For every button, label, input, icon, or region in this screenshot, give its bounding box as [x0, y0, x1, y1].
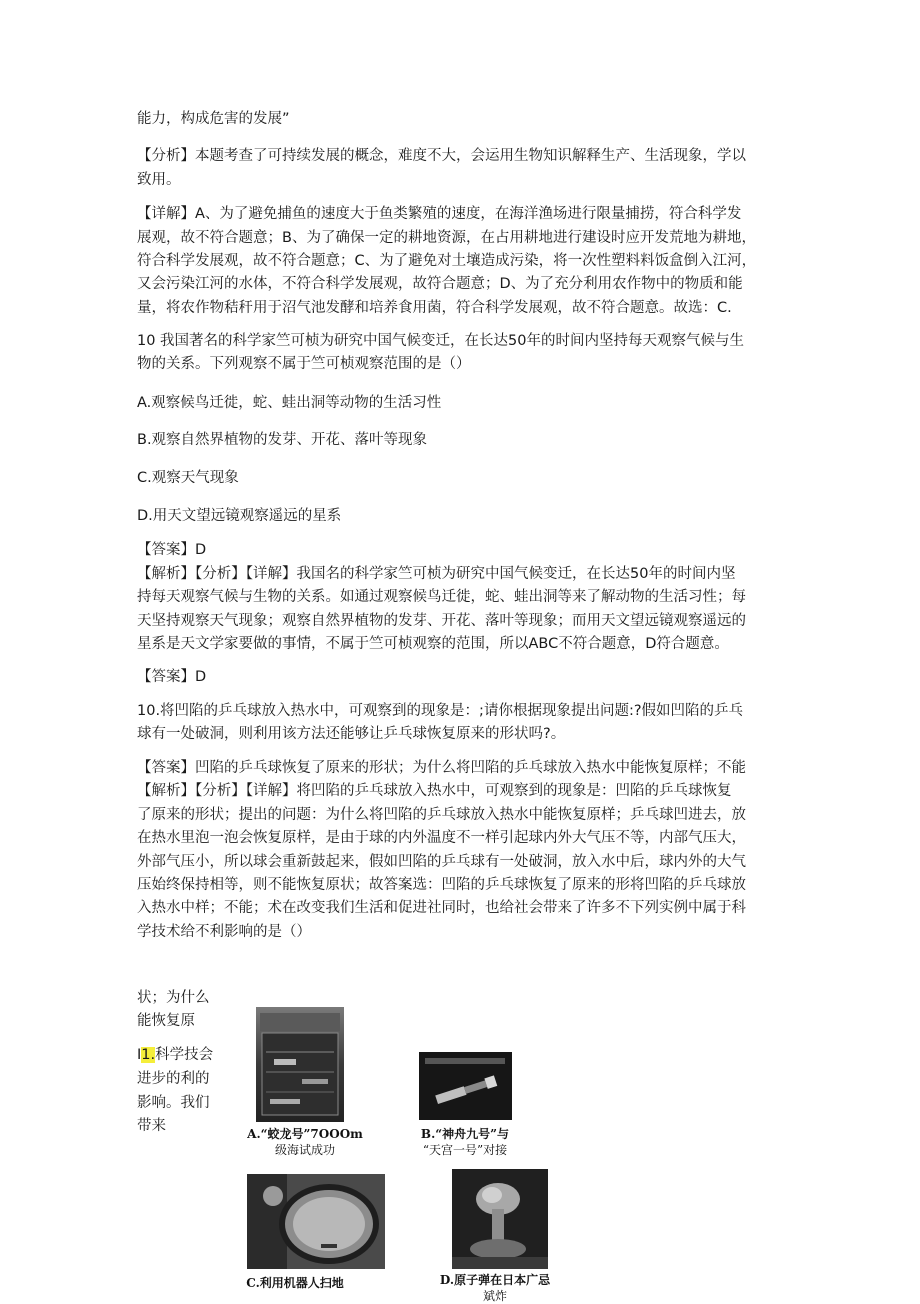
text-line: 又会污染江河的水体，不符合科学发展观，故符合题意；D、为了充分利用农作物中的物质和能	[137, 276, 743, 292]
text-line: 致用。	[137, 172, 181, 188]
answer-line: 【答案】D	[137, 542, 207, 558]
option-d: D.用天文望远镜观察遥远的星系	[137, 508, 342, 524]
text-line: 入热水中样；不能；术在改变我们生活和促进社同时，也给社会带来了许多不下列实例中属于科	[137, 900, 746, 916]
answer-line: 【答案】凹陷的乒乓球恢复了原来的形状；为什么将凹陷的乒乓球放入热水中能恢复原样；不能	[137, 760, 746, 776]
text-line: 符合科学发展观，故不符合题意；C、为了避免对土壤造成污染，将一次性塑料料饭盒倒入江河，	[137, 253, 757, 269]
side-text: 状；为什么	[137, 990, 210, 1006]
text-line: 外部气压小，所以球会重新鼓起来，假如凹陷的乒乓球有一处破洞，放入水中后，球内外的大气	[137, 854, 746, 870]
caption-line-1: B.“神舟九号”与	[420, 1127, 510, 1141]
text-line: 天坚持观察天气现象；观察自然界植物的发芽、开花、落叶等现象；而用天文望远镜观察遥远的	[137, 613, 746, 629]
option-a: A.观察候鸟迁徙，蛇、蛙出洞等动物的生活习性	[137, 395, 442, 411]
text-line: 学技术给不利影响的是（）	[137, 924, 311, 940]
figure-a-caption	[230, 1126, 380, 1158]
text-line: 10 我国著名的科学家竺可桢为研究中国气候变迁，在长达50年的时间内坚持每天观察气候与生	[137, 333, 745, 349]
text-line: 在热水里泡一泡会恢复原样，是由于球的内外温度不一样引起球内外大气压不等，内部气压大，	[137, 830, 746, 846]
figure-b-photo	[419, 1052, 512, 1120]
text-line: 压始终保持相等，则不能恢复原状；故答案选：凹陷的乒乓球恢复了原来的形将凹陷的乒乓球放	[137, 877, 746, 893]
option-b: B.观察自然界植物的发芽、开花、落叶等现象	[137, 432, 428, 448]
text-line: 球有一处破洞，则利用该方法还能够让乒乓球恢复原来的形状吗?。	[137, 726, 566, 742]
side-text: 能恢复原	[137, 1013, 195, 1029]
side-text	[137, 1044, 213, 1068]
answer-line: 【答案】D	[137, 669, 207, 685]
figure-d-caption	[420, 1272, 570, 1304]
text-line: 量，将农作物秸秆用于沼气池发酵和培养食用菌，符合科学发展观，故不符合题意。故选：C.	[137, 300, 732, 316]
option-c: C.观察天气现象	[137, 470, 239, 486]
text-line: 【分析】本题考查了可持续发展的概念，难度不大，会运用生物知识解释生产、生活现象，学以	[137, 148, 746, 164]
side-prefix: I	[137, 1047, 142, 1063]
side-text: 影响。我们	[137, 1095, 210, 1111]
caption-line-1: A.“蛟龙号”7OOOm	[247, 1127, 363, 1141]
text-line: 【解析】【分析】【详解】将凹陷的乒乓球放入热水中，可观察到的现象是：凹陷的乒乓球恢复	[137, 783, 732, 799]
caption-line-1: D.原子弹在日本广忌	[439, 1273, 551, 1287]
figure-c-photo	[247, 1174, 385, 1269]
text-line: 物的关系。下列观察不属于竺可桢观察范围的是（）	[137, 356, 471, 372]
text-line: 了原来的形状；提出的问题：为什么将凹陷的乒乓球放入热水中能恢复原样；乒乓球凹进去，放	[137, 807, 746, 823]
text-line: 能力，构成危害的发展”	[137, 111, 290, 127]
caption-line-2: 级海试成功	[274, 1143, 335, 1157]
text-line: 【解析】【分析】【详解】我国名的科学家竺可桢为研究中国气候变迁，在长达50年的时间内坚	[137, 566, 736, 582]
side-rest: 科学技会	[155, 1047, 214, 1063]
side-text: 带来	[137, 1118, 166, 1134]
caption-line-2: “天宫一号”对接	[422, 1143, 508, 1157]
side-text: 进步的利的	[137, 1071, 210, 1087]
text-line: 10.将凹陷的乒乓球放入热水中，可观察到的现象是：;请你根据现象提出问题:?假如凹陷的乒乓	[137, 703, 744, 719]
text-line: 星系是天文学家要做的事情，不属于竺可桢观察的范围，所以ABC不符合题意，D符合题意。	[137, 636, 729, 652]
figure-b-caption	[395, 1126, 535, 1158]
figure-c-caption	[225, 1275, 365, 1291]
text-line: 展观，故不符合题意；B、为了确保一定的耕地资源，在占用耕地进行建设时应开发荒地为耕地，	[137, 230, 756, 246]
text-line: 【详解】A、为了避免捕鱼的速度大于鱼类繁殖的速度，在海洋渔场进行限量捕捞，符合科学发	[137, 206, 742, 222]
caption-line-1: C.利用机器人扫地	[246, 1276, 344, 1290]
caption-line-2: 斌炸	[482, 1289, 507, 1303]
text-line: 持每天观察气候与生物的关系。如通过观察候鸟迁徙，蛇、蛙出洞等来了解动物的生活习性；每	[137, 589, 746, 605]
figure-a-photo	[256, 1007, 344, 1122]
figure-d-photo	[452, 1169, 548, 1269]
highlighted-number: 1.	[141, 1047, 156, 1063]
